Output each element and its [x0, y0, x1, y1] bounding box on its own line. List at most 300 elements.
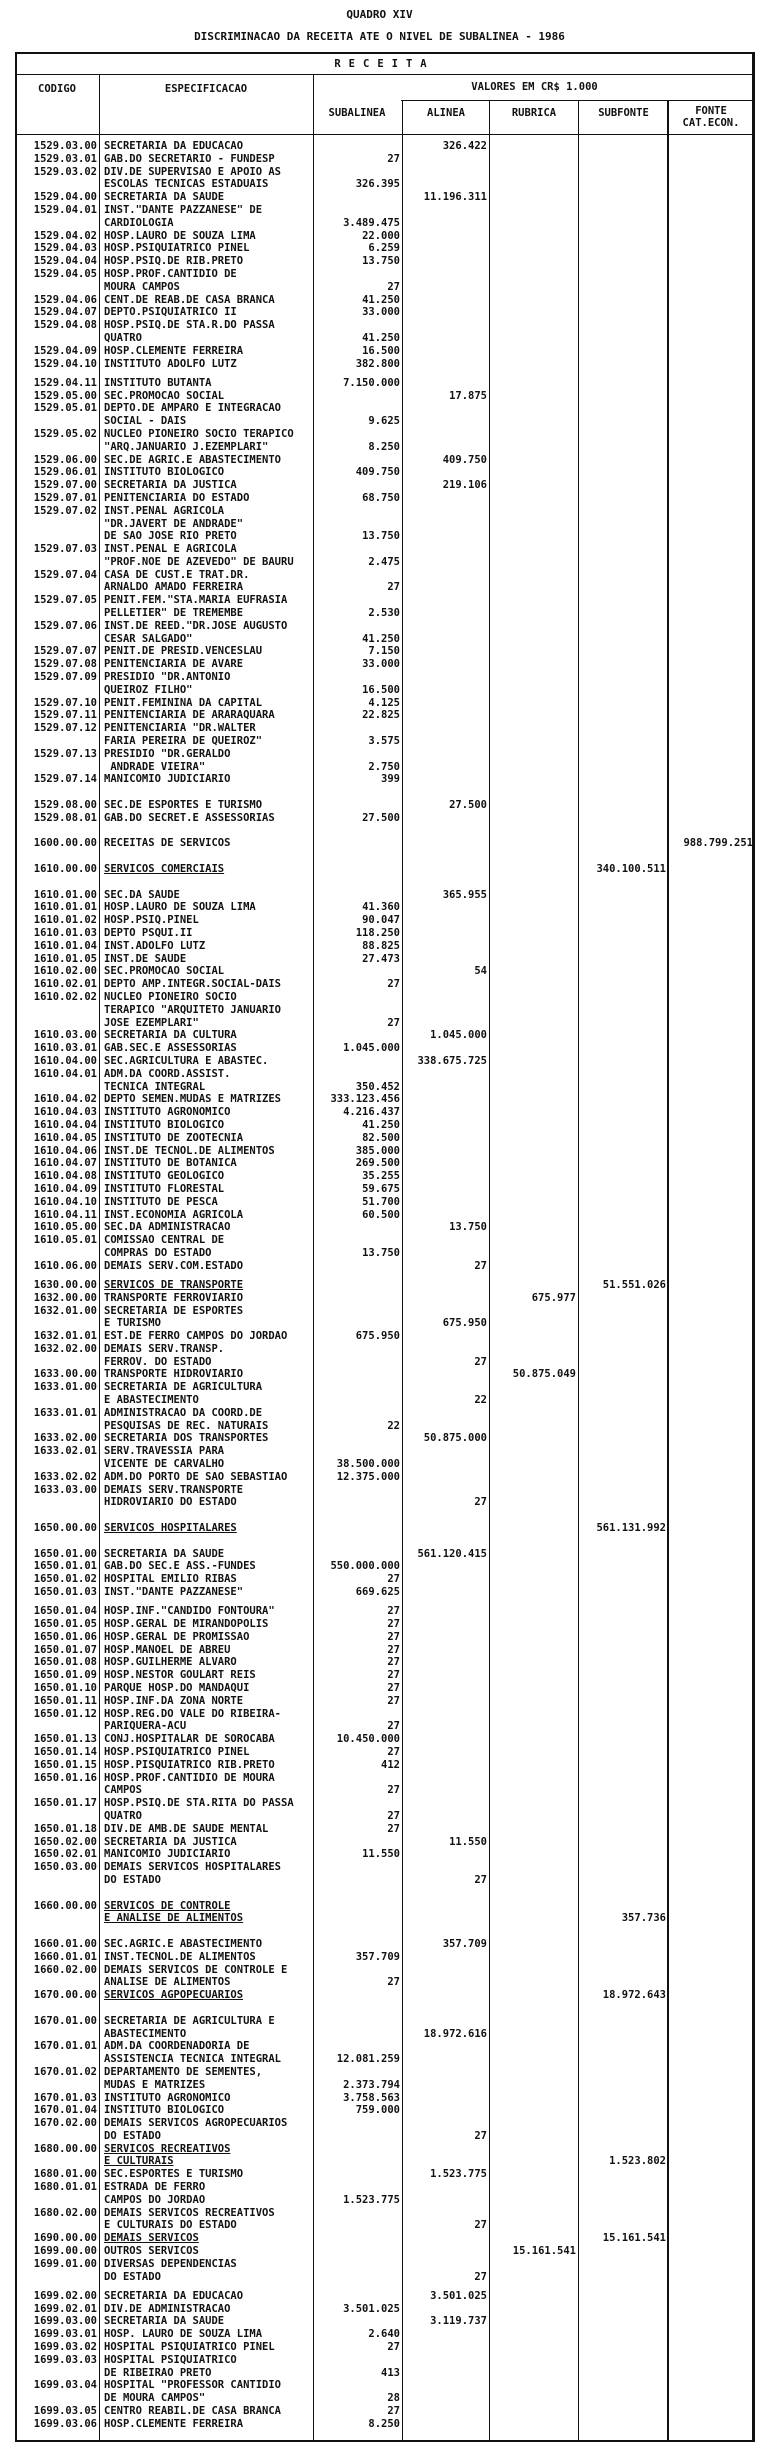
row-value-alinea: 50.875.000 — [423, 1432, 487, 1445]
row-specification: TRANSPORTE HIDROVIARIO — [104, 1368, 244, 1381]
row-code: 1650.01.14 — [33, 1745, 97, 1758]
row-specification: HOSP.INF.DA ZONA NORTE — [104, 1694, 244, 1707]
table-row — [17, 812, 752, 825]
table-row — [17, 153, 752, 166]
row-value-subalinea: 22.825 — [362, 709, 400, 722]
row-specification: DO ESTADO — [104, 2270, 161, 2283]
row-specification: PRESIDIO "DR.GERALDO — [104, 747, 231, 760]
table-row — [17, 2271, 752, 2284]
row-code: 1529.07.08 — [33, 658, 97, 671]
row-specification: EST.DE FERRO CAMPOS DO JORDAO — [104, 1330, 288, 1343]
row-specification: E TURISMO — [104, 1317, 161, 1330]
row-value-alinea: 3.119.737 — [430, 2315, 487, 2328]
document-subtitle: DISCRIMINACAO DA RECEITA ATE O NIVEL DE SUBALINEA - 1986 — [194, 30, 565, 43]
header-subfonte: SUBFONTE — [598, 107, 649, 119]
table-row — [17, 390, 752, 403]
row-specification: INST.DE SAUDE — [104, 952, 187, 965]
row-value-subalinea: 27 — [387, 1669, 400, 1682]
row-specification: HOSP.MANOEL DE ABREU — [104, 1643, 231, 1656]
row-value-subalinea: 13.750 — [362, 1246, 400, 1259]
row-specification: SERV.TRAVESSIA PARA — [104, 1445, 225, 1458]
table-row — [17, 2219, 752, 2232]
row-code: 1660.01.01 — [33, 1950, 97, 1963]
table-row — [17, 466, 752, 479]
row-value-subalinea: 16.500 — [362, 683, 400, 696]
row-specification: HOSPITAL PSIQUIATRICO PINEL — [104, 2341, 275, 2354]
row-code: 1670.01.00 — [33, 2014, 97, 2027]
row-spacer — [17, 786, 752, 799]
row-specification: ADMINISTRACAO DA COORD.DE — [104, 1406, 263, 1419]
row-specification: HOSP.REG.DO VALE DO RIBEIRA- — [104, 1707, 282, 1720]
row-code: 1529.08.01 — [33, 811, 97, 824]
table-row — [17, 1106, 752, 1119]
row-specification: SEC.AGRICULTURA E ABASTEC. — [104, 1054, 269, 1067]
row-specification: HOSP.PSIQUIATRICO PINEL — [104, 242, 250, 255]
row-code: 1610.04.08 — [33, 1170, 97, 1183]
row-value-subalinea: 2.475 — [368, 555, 400, 568]
row-value-subalinea: 9.625 — [368, 415, 400, 428]
table-row — [17, 1432, 752, 1445]
row-specification: SERVICOS AGPOPECUARIOS — [104, 1989, 244, 2002]
row-code: 1610.01.03 — [33, 927, 97, 939]
row-code: 1699.03.02 — [33, 2341, 97, 2354]
row-specification: E ABASTECIMENTO — [104, 1394, 199, 1407]
row-specification: SECRETARIA DA CULTURA — [104, 1029, 237, 1042]
row-value-subalinea: 13.750 — [362, 255, 400, 268]
row-specification: GAB.SEC.E ASSESSORIAS — [104, 1042, 237, 1055]
row-specification: SECRETARIA DE ESPORTES — [104, 1304, 244, 1317]
row-specification: HOSP.PSIQUIATRICO PINEL — [104, 1745, 250, 1758]
row-specification: INST.DE REED."DR.JOSE AUGUSTO — [104, 619, 288, 632]
row-specification: SEC.DE ESPORTES E TURISMO — [104, 799, 263, 812]
table-row — [17, 940, 752, 953]
row-value-alinea: 27 — [474, 2219, 487, 2232]
row-specification: GAB.DO SECRETARIO - FUNDESP — [104, 152, 275, 165]
row-code: 1529.04.11 — [33, 376, 97, 389]
table-row — [17, 1081, 752, 1094]
table-row — [17, 863, 752, 876]
row-specification: SECRETARIA DA EDUCACAO — [104, 140, 244, 152]
table-row — [17, 479, 752, 492]
row-specification: SECRETARIA DA EDUCACAO — [104, 2289, 244, 2302]
table-row — [17, 1292, 752, 1305]
row-value-subalinea: 88.825 — [362, 939, 400, 952]
row-code: 1650.03.00 — [33, 1861, 97, 1874]
table-row — [17, 1196, 752, 1209]
row-code: 1529.07.13 — [33, 747, 97, 760]
row-specification: HOSP.PSIQ.DE STA.RITA DO PASSA — [104, 1797, 294, 1810]
table-row — [17, 1119, 752, 1132]
row-code: 1529.03.02 — [33, 165, 97, 178]
row-code: 1670.00.00 — [33, 1989, 97, 2002]
table-row — [17, 415, 752, 428]
table-row — [17, 1797, 752, 1810]
row-code: 1610.01.02 — [33, 914, 97, 927]
row-specification: INST.ECONOMIA AGRICOLA — [104, 1208, 244, 1221]
row-specification: OUTROS SERVICOS — [104, 2245, 199, 2258]
row-specification: INSTITUTO DE ZOOTECNIA — [104, 1131, 244, 1144]
row-specification: SEC.DE AGRIC.E ABASTECIMENTO — [104, 453, 282, 466]
row-specification: DEPTO.PSIQUIATRICO II — [104, 306, 237, 319]
table-row — [17, 1784, 752, 1797]
row-value-subalinea: 118.250 — [355, 927, 400, 939]
row-specification: DEMAIS SERV.TRANSPORTE — [104, 1483, 244, 1496]
row-specification: DEMAIS SERVICOS HOSPITALARES — [104, 1861, 282, 1874]
row-value-subalinea: 90.047 — [362, 914, 400, 927]
table-row — [17, 1234, 752, 1247]
row-code: 1529.04.08 — [33, 319, 97, 332]
row-specification: DEMAIS SERVICOS — [104, 2232, 199, 2245]
row-code: 1529.04.01 — [33, 203, 97, 216]
row-code: 1529.05.02 — [33, 427, 97, 440]
row-value-alinea: 357.709 — [442, 1937, 487, 1950]
row-specification: CASA DE CUST.E TRAT.DR. — [104, 568, 250, 581]
row-code: 1699.02.01 — [33, 2302, 97, 2315]
row-value-subalinea: 350.452 — [355, 1080, 400, 1093]
table-row — [17, 953, 752, 966]
row-value-subalinea: 27 — [387, 1682, 400, 1694]
table-row — [17, 178, 752, 191]
row-spacer — [17, 1509, 752, 1522]
table-row — [17, 1305, 752, 1318]
row-value-alinea: 219.106 — [442, 479, 487, 492]
table-row — [17, 1522, 752, 1535]
row-specification: DEPTO SEMEN.MUDAS E MATRIZES — [104, 1093, 282, 1106]
table-row — [17, 1976, 752, 1989]
table-row — [17, 530, 752, 543]
table-row — [17, 569, 752, 582]
table-row — [17, 2418, 752, 2431]
header-fonte: FONTE CAT.ECON. — [682, 105, 740, 129]
table-row — [17, 358, 752, 371]
row-value-alinea: 27 — [474, 2270, 487, 2283]
row-value-alinea: 17.875 — [449, 389, 487, 402]
row-specification: INST.DE TECNOL.DE ALIMENTOS — [104, 1144, 275, 1157]
row-specification: TERAPICO "ARQUITETO JANUARIO — [104, 1003, 282, 1016]
row-spacer — [17, 825, 752, 838]
row-code: 1610.06.00 — [33, 1259, 97, 1272]
table-row — [17, 2143, 752, 2156]
row-value-fonte: 988.799.251 — [683, 837, 753, 850]
row-value-alinea: 27 — [474, 1259, 487, 1272]
document-title: QUADRO XIV — [346, 8, 413, 21]
row-code: 1610.04.10 — [33, 1195, 97, 1208]
table-row — [17, 428, 752, 441]
table-row — [17, 1317, 752, 1330]
row-specification: ESTRADA DE FERRO — [104, 2181, 206, 2194]
table-row — [17, 402, 752, 415]
row-specification: INST.TECNOL.DE ALIMENTOS — [104, 1950, 256, 1963]
table-row — [17, 2232, 752, 2245]
table-row — [17, 1157, 752, 1170]
row-code: 1699.03.04 — [33, 2379, 97, 2392]
row-code: 1699.03.03 — [33, 2353, 97, 2366]
row-code: 1650.02.01 — [33, 1848, 97, 1861]
row-value-subfonte: 51.551.026 — [602, 1278, 666, 1291]
row-specification: SECRETARIA DE AGRICULTURA — [104, 1381, 263, 1394]
row-specification: ARNALDO AMADO FERREIRA — [104, 581, 244, 594]
table-row — [17, 1708, 752, 1721]
table-row — [17, 1951, 752, 1964]
row-specification: INSTITUTO BIOLOGICO — [104, 1118, 225, 1131]
row-code: 1680.02.00 — [33, 2206, 97, 2219]
row-value-subalinea: 27 — [387, 1822, 400, 1835]
row-specification: CONJ.HOSPITALAR DE SOROCABA — [104, 1733, 275, 1746]
table-row — [17, 684, 752, 697]
row-code: 1650.01.15 — [33, 1758, 97, 1771]
table-row — [17, 1823, 752, 1836]
table-row — [17, 1368, 752, 1381]
row-code: 1529.04.00 — [33, 191, 97, 204]
row-value-subalinea: 27 — [387, 1656, 400, 1669]
table-row — [17, 1874, 752, 1887]
row-specification: E CULTURAIS — [104, 2155, 174, 2168]
row-value-subalinea: 22 — [387, 1419, 400, 1432]
row-code: 1650.01.09 — [33, 1669, 97, 1682]
row-specification: SECRETARIA DOS TRANSPORTES — [104, 1432, 269, 1445]
row-value-subalinea: 412 — [381, 1758, 400, 1771]
row-specification: ESCOLAS TECNICAS ESTADUAIS — [104, 178, 269, 191]
row-value-subalinea: 333.123.456 — [330, 1093, 400, 1106]
row-specification: HOSP.PSIQ.PINEL — [104, 914, 199, 927]
row-value-subalinea: 27 — [387, 1745, 400, 1758]
table-row — [17, 191, 752, 204]
table-row — [17, 2341, 752, 2354]
table-row — [17, 1772, 752, 1785]
row-value-alinea: 409.750 — [442, 453, 487, 466]
row-specification: DE RIBEIRAO PRETO — [104, 2366, 212, 2379]
row-code: 1650.01.13 — [33, 1733, 97, 1746]
row-specification: NUCLEO PIONEIRO SOCIO TERAPICO — [104, 427, 294, 440]
row-value-subalinea: 33.000 — [362, 306, 400, 319]
row-code: 1699.03.00 — [33, 2315, 97, 2328]
row-specification: INST.PENAL AGRICOLA — [104, 504, 225, 517]
table-row — [17, 1900, 752, 1913]
table-row — [17, 1183, 752, 1196]
table-row — [17, 319, 752, 332]
table-row — [17, 1381, 752, 1394]
row-code: 1650.01.12 — [33, 1707, 97, 1720]
row-value-alinea: 18.972.616 — [423, 2027, 487, 2040]
row-value-subalinea: 27 — [387, 1809, 400, 1822]
row-specification: HOSPITAL PSIQUIATRICO — [104, 2353, 237, 2366]
row-code: 1529.07.12 — [33, 722, 97, 735]
row-value-subalinea: 27 — [387, 1976, 400, 1989]
row-value-subalinea: 27.500 — [362, 811, 400, 824]
row-specification: SOCIAL - DAIS — [104, 415, 187, 428]
table-row — [17, 735, 752, 748]
table-row — [17, 1912, 752, 1925]
row-specification: SERVICOS DE TRANSPORTE — [104, 1278, 244, 1291]
table-row — [17, 2392, 752, 2405]
row-specification: HOSP.PISQUIATRICO RIB.PRETO — [104, 1758, 275, 1771]
row-code: 1633.01.00 — [33, 1381, 97, 1394]
row-value-alinea: 13.750 — [449, 1221, 487, 1234]
row-code: 1650.01.06 — [33, 1630, 97, 1643]
row-value-subalinea: 41.250 — [362, 293, 400, 306]
row-specification: E ANALISE DE ALIMENTOS — [104, 1912, 244, 1925]
table-row — [17, 1068, 752, 1081]
row-code: 1650.01.01 — [33, 1560, 97, 1573]
row-specification: PESQUISAS DE REC. NATURAIS — [104, 1419, 269, 1432]
row-code: 1610.05.01 — [33, 1234, 97, 1247]
table-row — [17, 2194, 752, 2207]
row-value-subalinea: 3.489.475 — [343, 216, 400, 229]
row-specification: DIV.DE AMB.DE SAUDE MENTAL — [104, 1822, 269, 1835]
row-value-subalinea: 10.450.000 — [336, 1733, 400, 1746]
row-code: 1670.01.02 — [33, 2065, 97, 2078]
table-row — [17, 697, 752, 710]
row-specification: ADM.DA COORDENADORIA DE — [104, 2040, 250, 2053]
row-value-subalinea: 759.000 — [355, 2104, 400, 2117]
row-value-alinea: 3.501.025 — [430, 2289, 487, 2302]
table-row — [17, 2168, 752, 2181]
row-specification: GAB.DO SECRET.E ASSESSORIAS — [104, 811, 275, 824]
table-row — [17, 1445, 752, 1458]
table-row — [17, 1145, 752, 1158]
row-value-subalinea: 27 — [387, 1630, 400, 1643]
row-specification: PENITENCIARIA DE AVARE — [104, 658, 244, 671]
table-row — [17, 1669, 752, 1682]
row-specification: QUATRO — [104, 1809, 142, 1822]
row-code: 1699.02.00 — [33, 2289, 97, 2302]
row-specification: SECRETARIA DA JUSTICA — [104, 1835, 237, 1848]
row-value-subalinea: 41.250 — [362, 632, 400, 645]
row-specification: SERVICOS DE CONTROLE — [104, 1899, 231, 1912]
table-row — [17, 889, 752, 902]
row-spacer — [17, 2002, 752, 2015]
row-specification: PARQUE HOSP.DO MANDAQUI — [104, 1682, 250, 1694]
row-code: 1529.04.03 — [33, 242, 97, 255]
table-row — [17, 1471, 752, 1484]
row-value-subalinea: 4.125 — [368, 696, 400, 709]
row-value-subalinea: 27 — [387, 1694, 400, 1707]
row-code: 1610.04.09 — [33, 1182, 97, 1195]
row-code: 1610.01.05 — [33, 952, 97, 965]
table-row — [17, 773, 752, 786]
table-row — [17, 1343, 752, 1356]
row-code: 1529.07.06 — [33, 619, 97, 632]
table-row — [17, 1055, 752, 1068]
table-row — [17, 1247, 752, 1260]
row-specification: INSTITUTO BUTANTA — [104, 376, 212, 389]
row-specification: INSTITUTO GEOLOGICO — [104, 1170, 225, 1183]
table-row — [17, 1759, 752, 1772]
table-row — [17, 2079, 752, 2092]
row-value-alinea: 27 — [474, 1496, 487, 1509]
row-specification: INSTITUTO AGRONOMICO — [104, 2091, 231, 2104]
row-specification: HOSPITAL "PROFESSOR CANTIDIO — [104, 2379, 282, 2392]
row-value-subalinea: 27 — [387, 1016, 400, 1029]
row-specification: HOSP.GERAL DE MIRANDOPOLIS — [104, 1618, 269, 1631]
row-specification: PRESIDIO "DR.ANTONIO — [104, 671, 231, 684]
row-code: 1610.00.00 — [33, 863, 97, 876]
row-code: 1610.02.01 — [33, 978, 97, 991]
table-row — [17, 2354, 752, 2367]
row-code: 1680.01.00 — [33, 2168, 97, 2181]
row-code: 1632.01.01 — [33, 1330, 97, 1343]
table-row — [17, 2379, 752, 2392]
row-code: 1632.01.00 — [33, 1304, 97, 1317]
table-row — [17, 2040, 752, 2053]
row-value-subalinea: 27 — [387, 2405, 400, 2418]
row-code: 1529.04.06 — [33, 293, 97, 306]
table-row — [17, 2207, 752, 2220]
row-specification: ANALISE DE ALIMENTOS — [104, 1976, 231, 1989]
row-value-rubrica: 50.875.049 — [512, 1368, 576, 1381]
table-row — [17, 230, 752, 243]
row-specification: MOURA CAMPOS — [104, 280, 180, 293]
row-code: 1529.06.01 — [33, 466, 97, 479]
table-row — [17, 1279, 752, 1292]
table-row — [17, 1496, 752, 1509]
row-specification: HOSP.LAURO DE SOUZA LIMA — [104, 229, 256, 242]
row-value-subalinea: 6.259 — [368, 242, 400, 255]
table-row — [17, 1042, 752, 1055]
table-row — [17, 761, 752, 774]
row-code: 1610.03.01 — [33, 1042, 97, 1055]
row-specification: PELLETIER" DE TREMEMBE — [104, 607, 244, 620]
table-row — [17, 1720, 752, 1733]
row-specification: HOSP.NESTOR GOULART REIS — [104, 1669, 256, 1682]
row-specification: QUEIROZ FILHO" — [104, 683, 193, 696]
row-code: 1699.01.00 — [33, 2257, 97, 2270]
row-code: 1680.01.01 — [33, 2181, 97, 2194]
header-rubrica: RUBRICA — [511, 107, 557, 119]
row-code: 1650.01.16 — [33, 1771, 97, 1784]
table-row — [17, 965, 752, 978]
row-specification: "PROF.NOE DE AZEVEDO" DE BAURU — [104, 555, 294, 568]
row-specification: INSTITUTO BIOLOGICO — [104, 466, 225, 479]
row-specification: MANICOMIO JUDICIARIO — [104, 1848, 231, 1861]
row-value-alinea: 27 — [474, 1355, 487, 1368]
row-specification: HOSP.PSIQ.DE STA.R.DO PASSA — [104, 319, 275, 332]
table-row — [17, 1407, 752, 1420]
row-code: 1529.04.10 — [33, 357, 97, 370]
row-code: 1699.03.05 — [33, 2405, 97, 2418]
row-code: 1529.06.00 — [33, 453, 97, 466]
table-row — [17, 594, 752, 607]
row-code: 1529.07.02 — [33, 504, 97, 517]
row-value-alinea: 338.675.725 — [417, 1054, 487, 1067]
row-code: 1529.07.07 — [33, 645, 97, 658]
table-row — [17, 914, 752, 927]
row-specification: SECRETARIA DA SAUDE — [104, 191, 225, 204]
table-row — [17, 1420, 752, 1433]
table-row — [17, 332, 752, 345]
table-row — [17, 1394, 752, 1407]
table-row — [17, 268, 752, 281]
row-code: 1650.01.17 — [33, 1797, 97, 1810]
row-value-subalinea: 60.500 — [362, 1208, 400, 1221]
row-code: 1660.02.00 — [33, 1963, 97, 1976]
row-specification: INST.ADOLFO LUTZ — [104, 939, 206, 952]
row-code: 1650.01.07 — [33, 1643, 97, 1656]
header-subalinea: SUBALINEA — [328, 107, 386, 119]
table-row — [17, 709, 752, 722]
row-value-subalinea: 41.250 — [362, 331, 400, 344]
row-value-subalinea: 28 — [387, 2392, 400, 2405]
table-row — [17, 1356, 752, 1369]
row-value-subalinea: 27 — [387, 1573, 400, 1586]
row-specification: HOSP.CLEMENTE FERREIRA — [104, 2417, 244, 2430]
row-spacer — [17, 850, 752, 863]
row-value-subalinea: 8.250 — [368, 2417, 400, 2430]
row-value-subalinea: 4.216.437 — [343, 1106, 400, 1119]
table-row — [17, 2328, 752, 2341]
row-specification: HOSP.GUILHERME ALVARO — [104, 1656, 237, 1669]
row-specification: DIV.DE SUPERVISAO E APOIO AS — [104, 165, 282, 178]
